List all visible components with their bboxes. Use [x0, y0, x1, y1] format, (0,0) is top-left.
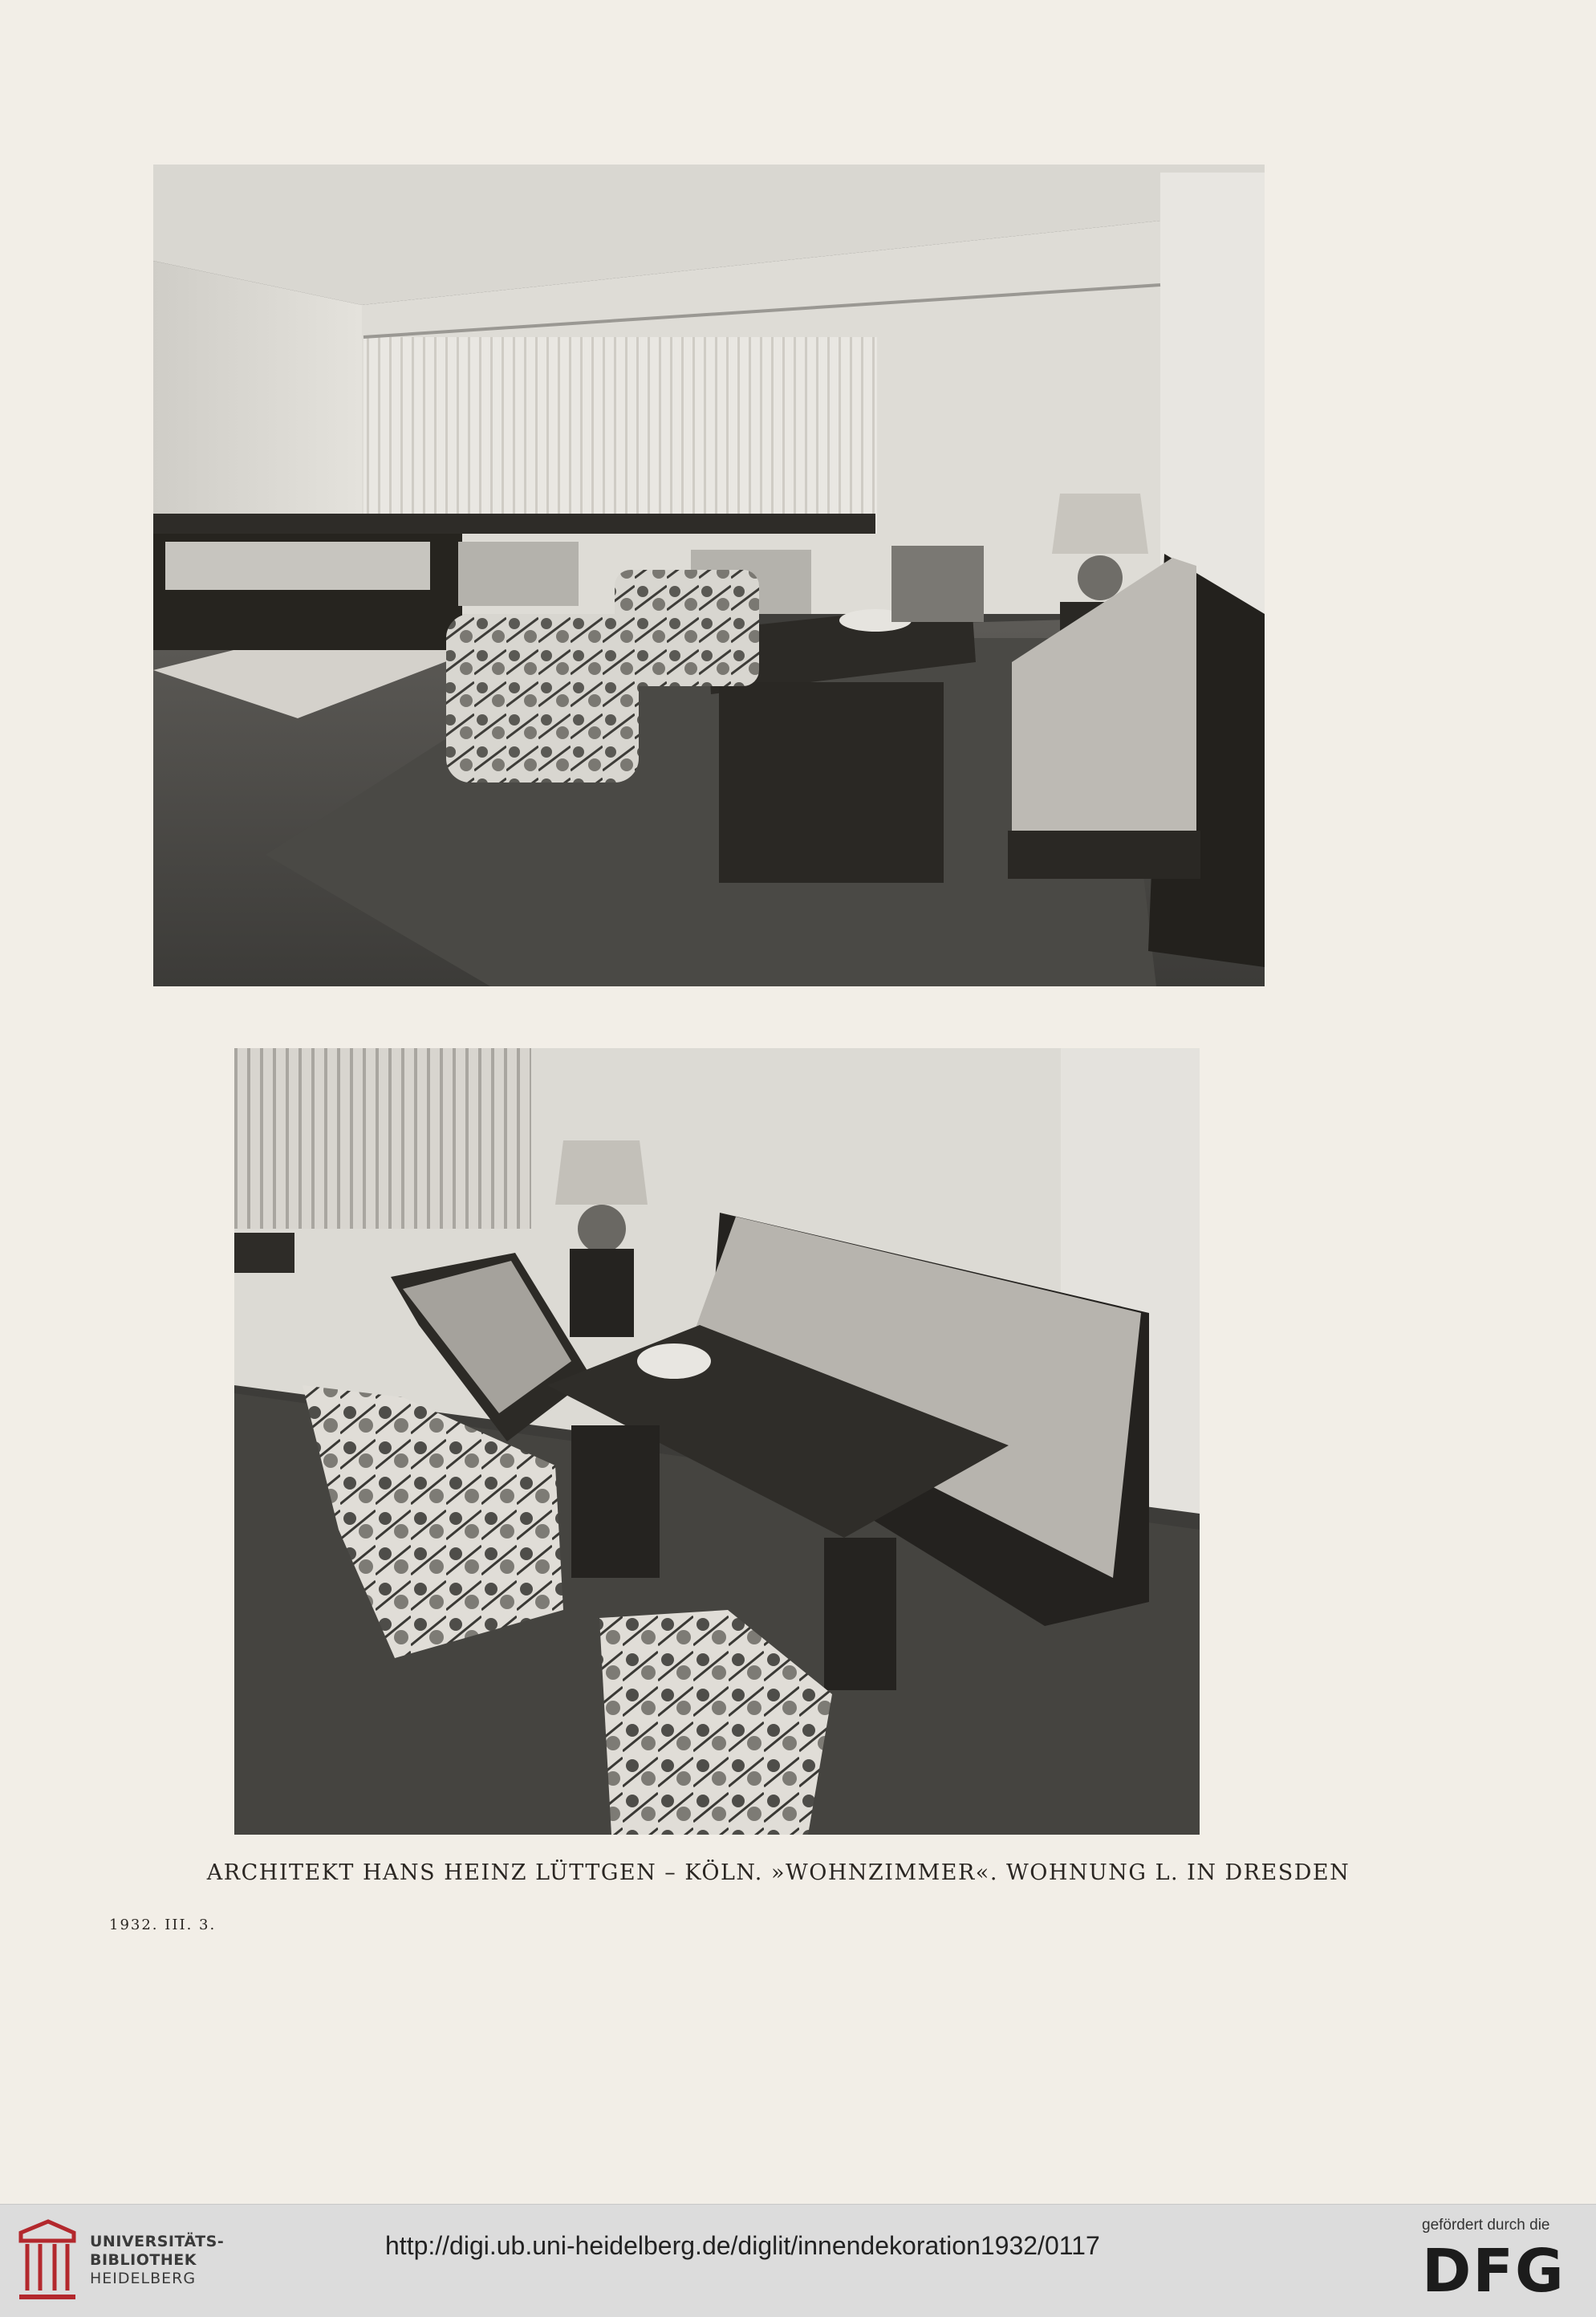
dfg-logo: DFG	[1422, 2237, 1566, 2306]
volume-note: 1932. III. 3.	[109, 1917, 217, 1933]
photo-top-illustration	[153, 165, 1265, 986]
university-library-name	[90, 2233, 224, 2288]
photo-living-room-top	[153, 165, 1265, 986]
photo-caption: ARCHITEKT HANS HEINZ LÜTTGEN – KÖLN. »WOHNZIMMER«. WOHNUNG L. IN DRESDEN	[206, 1860, 1350, 1885]
university-library-logo-icon	[16, 2217, 79, 2303]
photo-living-room-bottom	[234, 1048, 1200, 1835]
source-url-link[interactable]: http://digi.ub.uni-heidelberg.de/diglit/innendekoration1932/0117	[385, 2231, 1100, 2260]
library-line-1: UNIVERSITÄTS-	[90, 2233, 225, 2250]
photo-bottom-illustration	[234, 1048, 1200, 1835]
sponsor-label: gefördert durch die	[1422, 2217, 1550, 2234]
library-line-3: HEIDELBERG	[90, 2270, 197, 2287]
library-line-2: BIBLIOTHEK	[90, 2251, 197, 2269]
